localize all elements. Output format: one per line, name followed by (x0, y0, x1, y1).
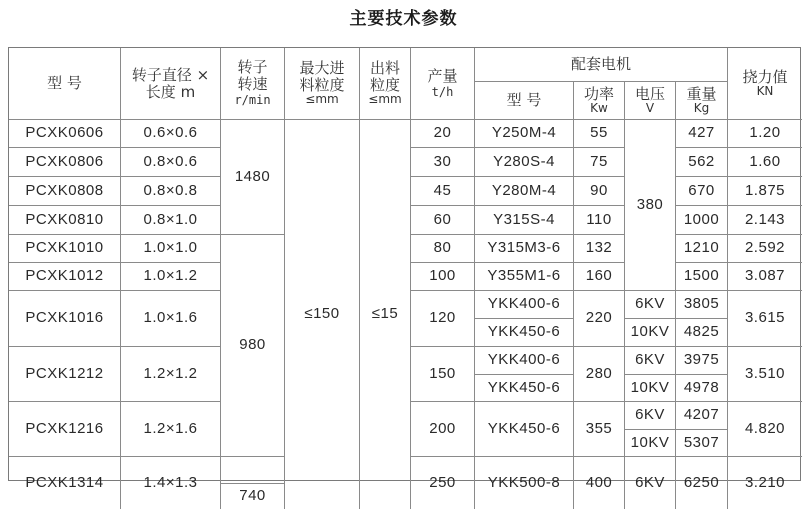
header-rotor-size-l1: 转子直径 × (131, 66, 210, 84)
cell-capacity: 250 (411, 457, 475, 509)
cell-weight: 4825 (676, 319, 728, 347)
cell-model: PCXK1012 (9, 263, 121, 291)
cell-size: 1.0×1.2 (121, 263, 221, 291)
cell-motor: Y280M-4 (475, 177, 574, 206)
cell-power: 355 (574, 402, 625, 457)
header-rotor-size (121, 48, 221, 120)
cell-weight: 3805 (676, 291, 728, 319)
header-rotor-speed (221, 48, 285, 120)
cell-model: PCXK1216 (9, 402, 121, 457)
cell-deflection: 2.143 (728, 206, 802, 235)
header-discharge-unit: ≤mm (368, 92, 402, 107)
header-max-feed-l2: 料粒度 (299, 75, 345, 94)
cell-deflection: 4.820 (728, 402, 802, 457)
header-voltage (625, 82, 676, 120)
header-max-feed-unit: ≤mm (305, 92, 339, 107)
cell-speed-spacer (221, 457, 285, 484)
cell-capacity: 60 (411, 206, 475, 235)
cell-motor: YKK450-6 (475, 375, 574, 402)
cell-power: 160 (574, 263, 625, 291)
cell-weight: 427 (676, 120, 728, 148)
header-deflection-unit: KN (756, 84, 774, 99)
cell-capacity: 30 (411, 148, 475, 177)
cell-voltage: 10KV (625, 375, 676, 402)
header-rotor-speed-l1: 转子 (237, 58, 268, 77)
cell-capacity: 150 (411, 347, 475, 402)
cell-power: 90 (574, 177, 625, 206)
cell-motor: Y315S-4 (475, 206, 574, 235)
header-motor-group-label: 配套电机 (570, 55, 631, 74)
header-deflection-l1: 挠力值 (742, 67, 788, 86)
cell-capacity: 20 (411, 120, 475, 148)
cell-deflection: 1.60 (728, 148, 802, 177)
cell-capacity: 100 (411, 263, 475, 291)
cell-size: 1.2×1.6 (121, 402, 221, 457)
cell-voltage: 6KV (625, 402, 676, 430)
cell-size: 0.8×0.6 (121, 148, 221, 177)
cell-size: 0.8×1.0 (121, 206, 221, 235)
header-rotor-size-l2: 长度 m (145, 82, 196, 101)
cell-model: PCXK1016 (9, 291, 121, 347)
cell-model: PCXK0810 (9, 206, 121, 235)
cell-deflection: 3.210 (744, 473, 786, 491)
cell-weight: 562 (676, 148, 728, 177)
tech-params-table (8, 47, 801, 505)
header-capacity-unit: t/h (431, 85, 454, 100)
cell-deflection: 2.592 (728, 235, 802, 263)
cell-motor: Y355M1-6 (475, 263, 574, 291)
header-weight-unit: Kg (693, 101, 710, 116)
header-weight (676, 82, 728, 120)
cell-weight: 5307 (676, 430, 728, 457)
cell-capacity: 45 (411, 177, 475, 206)
cell-voltage: 6KV (625, 291, 676, 319)
cell-speed-740: 740 (221, 484, 285, 509)
cell-model: PCXK1212 (9, 347, 121, 402)
cell-weight: 1210 (676, 235, 728, 263)
cell-model: PCXK1314 (9, 457, 121, 509)
header-power-l1: 功率 (583, 84, 614, 103)
header-model-label: 型 号 (47, 74, 82, 93)
cell-deflection: 3.510 (728, 347, 802, 402)
cell-power: 280 (574, 347, 625, 402)
cell-model: PCXK0606 (9, 120, 121, 148)
header-max-feed-l1: 最大进 (299, 59, 345, 78)
cell-deflection: 3.615 (728, 291, 802, 347)
cell-discharge: ≤15 (360, 120, 411, 509)
header-discharge (360, 48, 411, 120)
cell-voltage-380: 380 (625, 120, 676, 291)
cell-size: 1.4×1.3 (121, 457, 221, 509)
cell-power: 75 (574, 148, 625, 177)
cell-model: PCXK0808 (9, 177, 121, 206)
cell-voltage: 6KV (625, 347, 676, 375)
cell-weight: 6250 (676, 457, 728, 509)
header-discharge-l2: 粒度 (369, 75, 400, 94)
cell-size: 1.0×1.0 (121, 235, 221, 263)
cell-voltage: 10KV (625, 319, 676, 347)
header-capacity (411, 48, 475, 120)
header-motor-model-label: 型 号 (506, 91, 542, 110)
cell-motor: YKK400-6 (475, 291, 574, 319)
cell-size: 0.6×0.6 (121, 120, 221, 148)
cell-model: PCXK1010 (9, 235, 121, 263)
cell-deflection: 3.087 (728, 263, 802, 291)
cell-weight: 670 (676, 177, 728, 206)
header-motor-model (475, 82, 574, 120)
cell-voltage: 10KV (625, 430, 676, 457)
cell-motor: Y315M3-6 (475, 235, 574, 263)
header-capacity-l1: 产量 (427, 66, 458, 85)
cell-size: 0.8×0.8 (121, 177, 221, 206)
cell-capacity: 80 (411, 235, 475, 263)
cell-weight: 1000 (676, 206, 728, 235)
header-deflection (728, 48, 802, 120)
cell-motor: Y250M-4 (475, 120, 574, 148)
cell-deflection: 1.20 (728, 120, 802, 148)
cell-weight: 3975 (676, 347, 728, 375)
header-power-unit: Kw (590, 101, 608, 116)
cell-capacity: 120 (411, 291, 475, 347)
page-title: 主要技术参数 (349, 9, 458, 29)
cell-motor: YKK400-6 (475, 347, 574, 375)
header-max-feed (285, 48, 360, 120)
cell-power: 220 (574, 291, 625, 347)
cell-speed-1480: 1480 (221, 120, 285, 235)
cell-power: 400 (574, 457, 625, 509)
cell-size: 1.0×1.6 (121, 291, 221, 347)
cell-power: 132 (574, 235, 625, 263)
header-model (9, 48, 121, 120)
header-discharge-l1: 出料 (369, 59, 400, 78)
cell-weight: 4978 (676, 375, 728, 402)
header-weight-l1: 重量 (686, 84, 717, 103)
cell-motor: Y280S-4 (475, 148, 574, 177)
cell-weight: 4207 (676, 402, 728, 430)
cell-motor: YKK500-8 (475, 457, 574, 509)
header-power (574, 82, 625, 120)
cell-speed-980: 980 (221, 235, 285, 457)
header-voltage-l1: 电压 (634, 84, 665, 103)
cell-motor: YKK450-6 (475, 402, 574, 457)
header-rotor-speed-l2: 转速 (237, 74, 268, 93)
cell-motor: YKK450-6 (475, 319, 574, 347)
header-voltage-unit: V (645, 101, 655, 116)
cell-size: 1.2×1.2 (121, 347, 221, 402)
header-motor-group (475, 48, 728, 82)
cell-weight: 1500 (676, 263, 728, 291)
cell-deflection: 1.875 (728, 177, 802, 206)
header-rotor-speed-unit: r/min (234, 93, 271, 108)
cell-voltage: 6KV (625, 457, 676, 509)
cell-model: PCXK0806 (9, 148, 121, 177)
cell-max-feed: ≤150 (285, 120, 360, 509)
cell-capacity: 200 (411, 402, 475, 457)
cell-power: 110 (574, 206, 625, 235)
cell-power: 55 (574, 120, 625, 148)
